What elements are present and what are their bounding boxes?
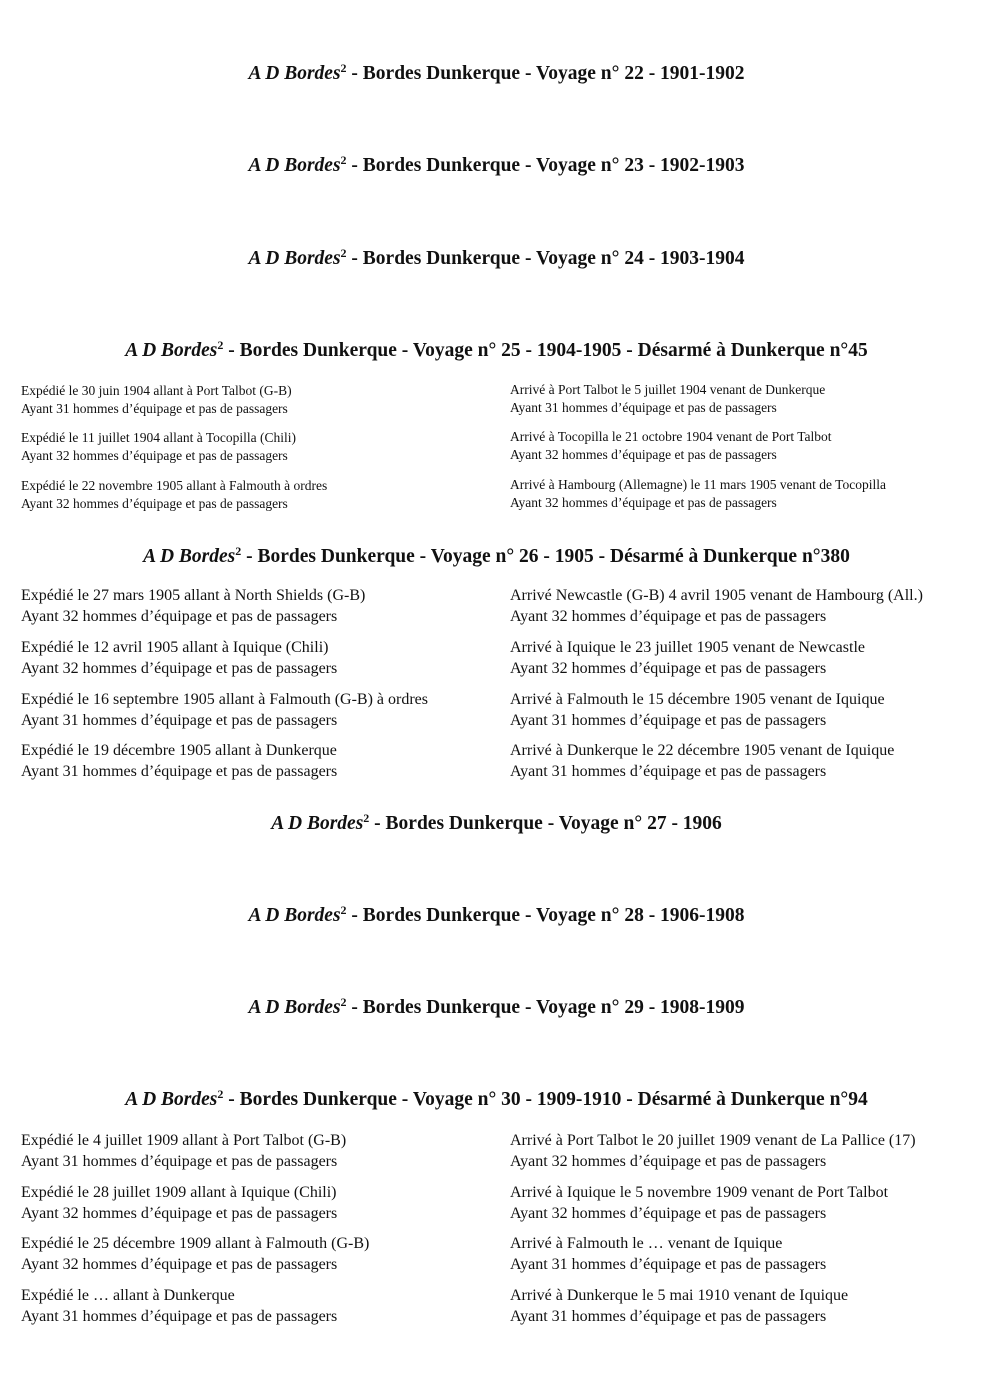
- ship-name: A D Bordes: [248, 905, 341, 926]
- voyage-25-title: [0, 339, 993, 363]
- voyage-heading: - Bordes Dunkerque - Voyage n° 27 - 1906: [369, 813, 722, 834]
- voyage-heading: - Bordes Dunkerque - Voyage n° 30 - 1909-1910 - Désarmé à Dunkerque n°94: [223, 1089, 868, 1110]
- departure-entry: [21, 1182, 337, 1224]
- departure-line: Expédié le 22 novembre 1905 allant à Falmouth à ordres: [21, 478, 328, 493]
- departure-line: Expédié le 30 juin 1904 allant à Port Talbot (G-B): [21, 383, 292, 398]
- arrival-line: Arrivé à Port Talbot le 20 juillet 1909 venant de La Pallice (17): [510, 1132, 916, 1149]
- crew-line: Ayant 31 hommes d’équipage et pas de passagers: [21, 1153, 338, 1170]
- departure-entry: [21, 637, 337, 679]
- ship-name: A D Bordes: [125, 1089, 218, 1110]
- departure-entry: [21, 382, 292, 418]
- ship-number: 2: [340, 246, 347, 260]
- arrival-line: Arrivé à Dunkerque le 5 mai 1910 venant de Iquique: [510, 1287, 849, 1304]
- crew-line: Ayant 32 hommes d’équipage et pas de passagers: [21, 448, 288, 463]
- arrival-line: Arrivé à Hambourg (Allemagne) le 11 mars 1905 venant de Tocopilla: [510, 477, 886, 492]
- arrival-entry: [510, 740, 894, 782]
- ship-number: 2: [340, 903, 347, 917]
- arrival-entry: [510, 1233, 826, 1275]
- arrival-line: Arrivé à Tocopilla le 21 octobre 1904 venant de Port Talbot: [510, 429, 832, 444]
- departure-entry: [21, 1233, 369, 1275]
- departure-entry: [21, 689, 428, 731]
- departure-line: Expédié le 25 décembre 1909 allant à Falmouth (G-B): [21, 1235, 370, 1252]
- voyage-heading: - Bordes Dunkerque - Voyage n° 26 - 1905 - Désarmé à Dunkerque n°380: [241, 546, 850, 567]
- departure-entry: [21, 477, 327, 513]
- voyage-26-title: [0, 545, 993, 569]
- voyage-heading: - Bordes Dunkerque - Voyage n° 24 - 1903-1904: [346, 248, 745, 269]
- ship-number: 2: [363, 811, 370, 825]
- crew-line: Ayant 31 hommes d’équipage et pas de passagers: [510, 1256, 827, 1273]
- crew-line: Ayant 31 hommes d’équipage et pas de passagers: [510, 400, 777, 415]
- crew-line: Ayant 31 hommes d’équipage et pas de passagers: [510, 712, 827, 729]
- arrival-line: Arrivé à Iquique le 5 novembre 1909 venant de Port Talbot: [510, 1184, 889, 1201]
- departure-line: Expédié le 16 septembre 1905 allant à Falmouth (G-B) à ordres: [21, 691, 428, 708]
- voyage-22-title: [0, 62, 993, 86]
- crew-line: Ayant 32 hommes d’équipage et pas de passagers: [510, 1205, 827, 1222]
- voyage-heading: - Bordes Dunkerque - Voyage n° 29 - 1908-1909: [346, 997, 745, 1018]
- arrival-entry: [510, 1285, 848, 1327]
- ship-name: A D Bordes: [248, 997, 341, 1018]
- crew-line: Ayant 32 hommes d’équipage et pas de passagers: [21, 1205, 338, 1222]
- arrival-line: Arrivé à Falmouth le 15 décembre 1905 venant de Iquique: [510, 691, 885, 708]
- ship-name: A D Bordes: [248, 155, 341, 176]
- voyage-29-title: [0, 996, 993, 1020]
- crew-line: Ayant 32 hommes d’équipage et pas de passagers: [21, 496, 288, 511]
- arrival-entry: [510, 689, 885, 731]
- voyage-28-title: [0, 904, 993, 928]
- arrival-entry: [510, 585, 923, 627]
- arrival-line: Arrivé à Iquique le 23 juillet 1905 venant de Newcastle: [510, 639, 865, 656]
- ship-name: A D Bordes: [125, 340, 218, 361]
- crew-line: Ayant 31 hommes d’équipage et pas de passagers: [510, 763, 827, 780]
- ship-name: A D Bordes: [248, 248, 341, 269]
- ship-name: A D Bordes: [271, 813, 364, 834]
- departure-line: Expédié le 4 juillet 1909 allant à Port Talbot (G-B): [21, 1132, 347, 1149]
- voyage-heading: - Bordes Dunkerque - Voyage n° 23 - 1902-1903: [346, 155, 745, 176]
- voyage-24-title: [0, 247, 993, 271]
- voyage-23-title: [0, 154, 993, 178]
- departure-line: Expédié le … allant à Dunkerque: [21, 1287, 235, 1304]
- crew-line: Ayant 32 hommes d’équipage et pas de passagers: [510, 495, 777, 510]
- ship-number: 2: [217, 1087, 224, 1101]
- arrival-line: Arrivé à Dunkerque le 22 décembre 1905 venant de Iquique: [510, 742, 895, 759]
- departure-line: Expédié le 11 juillet 1904 allant à Tocopilla (Chili): [21, 430, 296, 445]
- voyage-heading: - Bordes Dunkerque - Voyage n° 22 - 1901-1902: [346, 63, 745, 84]
- arrival-entry: [510, 1182, 888, 1224]
- ship-number: 2: [235, 544, 242, 558]
- arrival-entry: [510, 476, 886, 512]
- ship-number: 2: [340, 61, 347, 75]
- ship-name: A D Bordes: [248, 63, 341, 84]
- voyage-heading: - Bordes Dunkerque - Voyage n° 25 - 1904-1905 - Désarmé à Dunkerque n°45: [223, 340, 868, 361]
- crew-line: Ayant 32 hommes d’équipage et pas de passagers: [510, 660, 827, 677]
- crew-line: Ayant 32 hommes d’équipage et pas de passagers: [21, 660, 338, 677]
- departure-entry: [21, 585, 365, 627]
- arrival-line: Arrivé Newcastle (G-B) 4 avril 1905 venant de Hambourg (All.): [510, 587, 923, 604]
- ship-name: A D Bordes: [143, 546, 236, 567]
- crew-line: Ayant 31 hommes d’équipage et pas de passagers: [21, 1308, 338, 1325]
- departure-line: Expédié le 19 décembre 1905 allant à Dunkerque: [21, 742, 337, 759]
- departure-entry: [21, 1130, 346, 1172]
- arrival-line: Arrivé à Port Talbot le 5 juillet 1904 venant de Dunkerque: [510, 382, 826, 397]
- crew-line: Ayant 32 hommes d’équipage et pas de passagers: [21, 1256, 338, 1273]
- arrival-entry: [510, 381, 825, 417]
- ship-number: 2: [217, 338, 224, 352]
- crew-line: Ayant 32 hommes d’équipage et pas de passagers: [510, 1153, 827, 1170]
- crew-line: Ayant 31 hommes d’équipage et pas de passagers: [21, 401, 288, 416]
- departure-entry: [21, 429, 296, 465]
- voyage-27-title: [0, 812, 993, 836]
- crew-line: Ayant 32 hommes d’équipage et pas de passagers: [510, 608, 827, 625]
- departure-entry: [21, 1285, 337, 1327]
- crew-line: Ayant 31 hommes d’équipage et pas de passagers: [21, 712, 338, 729]
- crew-line: Ayant 32 hommes d’équipage et pas de passagers: [510, 447, 777, 462]
- departure-entry: [21, 740, 337, 782]
- departure-line: Expédié le 12 avril 1905 allant à Iquique (Chili): [21, 639, 329, 656]
- crew-line: Ayant 31 hommes d’équipage et pas de passagers: [510, 1308, 827, 1325]
- departure-line: Expédié le 28 juillet 1909 allant à Iquique (Chili): [21, 1184, 337, 1201]
- arrival-entry: [510, 428, 832, 464]
- voyage-30-title: [0, 1088, 993, 1112]
- arrival-line: Arrivé à Falmouth le … venant de Iquique: [510, 1235, 783, 1252]
- arrival-entry: [510, 637, 865, 679]
- departure-line: Expédié le 27 mars 1905 allant à North Shields (G-B): [21, 587, 366, 604]
- ship-number: 2: [340, 153, 347, 167]
- ship-number: 2: [340, 995, 347, 1009]
- crew-line: Ayant 32 hommes d’équipage et pas de passagers: [21, 608, 338, 625]
- voyage-heading: - Bordes Dunkerque - Voyage n° 28 - 1906-1908: [346, 905, 745, 926]
- crew-line: Ayant 31 hommes d’équipage et pas de passagers: [21, 763, 338, 780]
- arrival-entry: [510, 1130, 916, 1172]
